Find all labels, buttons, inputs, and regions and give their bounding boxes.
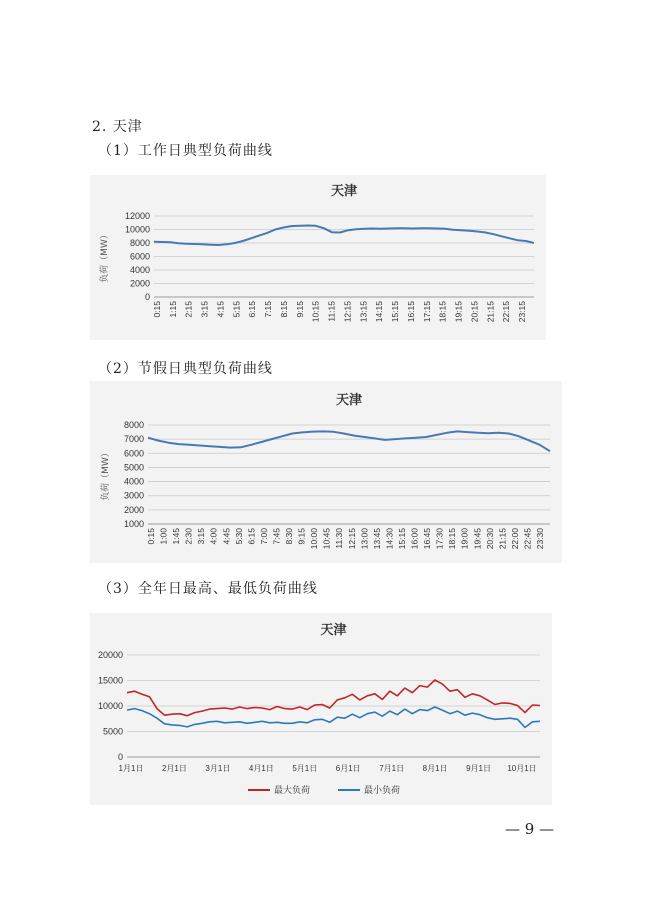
y-tick-label: 10000: [97, 701, 123, 711]
y-tick-label: 4000: [129, 265, 150, 275]
x-tick-label: 22:45: [522, 528, 533, 550]
x-tick-label: 23:30: [535, 528, 545, 550]
y-tick-label: 0: [144, 292, 150, 302]
x-tick-label: 9:15: [296, 528, 307, 545]
x-tick-label: 9月1日: [466, 764, 492, 773]
x-tick-label: 6月1日: [335, 764, 361, 773]
chart-panel-workday: [90, 175, 546, 340]
legend-label: 最小负荷: [364, 786, 401, 796]
x-tick-label: 12:15: [346, 528, 357, 550]
series-line-1: [148, 431, 550, 451]
x-tick-label: 16:00: [409, 528, 420, 550]
x-tick-label: 13:15: [358, 301, 369, 323]
x-tick-label: 20:15: [469, 301, 480, 323]
chart-title: 天津: [335, 392, 363, 407]
x-tick-label: 10:45: [321, 528, 332, 550]
x-tick-label: 18:15: [447, 528, 458, 550]
x-tick-label: 2:15: [183, 301, 194, 318]
x-tick-label: 5:30: [233, 528, 244, 545]
x-tick-label: 14:15: [374, 301, 385, 323]
x-tick-label: 15:15: [390, 301, 401, 323]
y-tick-label: 8000: [123, 420, 144, 430]
x-tick-label: 3:15: [196, 528, 207, 545]
x-tick-label: 4月1日: [248, 764, 274, 773]
x-tick-label: 5:15: [231, 301, 242, 318]
x-tick-label: 0:15: [146, 528, 156, 545]
x-tick-label: 3:15: [199, 301, 210, 318]
x-tick-label: 4:45: [221, 528, 232, 545]
x-tick-label: 13:45: [371, 528, 382, 550]
y-tick-label: 12000: [124, 211, 150, 221]
series-line-2: [127, 707, 540, 727]
subheading-workday: （1）工作日典型负荷曲线: [98, 143, 273, 159]
x-tick-label: 12:15: [342, 301, 353, 323]
x-tick-label: 17:15: [421, 301, 432, 323]
x-tick-label: 7:15: [263, 301, 274, 318]
x-tick-label: 2月1日: [161, 764, 187, 773]
x-tick-label: 19:00: [459, 528, 470, 550]
y-tick-label: 15000: [97, 675, 123, 686]
x-tick-label: 20:30: [484, 528, 495, 550]
y-tick-label: 3000: [123, 490, 144, 501]
x-tick-label: 23:15: [517, 301, 527, 323]
y-tick-label: 6000: [123, 448, 144, 459]
x-tick-label: 1:00: [158, 528, 169, 545]
y-tick-label: 5000: [123, 462, 144, 473]
x-tick-label: 7月1日: [379, 764, 405, 773]
chart-panel-holiday: [90, 381, 562, 563]
subheading-annual: （3）全年日最高、最低负荷曲线: [98, 581, 318, 597]
y-tick-label: 6000: [129, 251, 150, 262]
section-heading: 2. 天津: [92, 119, 143, 135]
y-tick-label: 7000: [123, 434, 144, 445]
x-tick-label: 18:15: [437, 301, 448, 323]
x-tick-label: 1:15: [167, 301, 178, 318]
x-tick-label: 10:00: [309, 528, 320, 550]
x-tick-label: 21:15: [485, 301, 496, 323]
y-tick-label: 1000: [123, 519, 144, 529]
x-tick-label: 1月1日: [118, 764, 144, 773]
x-tick-label: 22:15: [501, 301, 512, 323]
y-tick-label: 0: [117, 752, 123, 762]
page-number: — 9 —: [505, 820, 555, 838]
y-tick-label: 20000: [97, 650, 123, 660]
x-tick-label: 8:15: [278, 301, 289, 318]
x-tick-label: 10:15: [310, 301, 321, 323]
x-tick-label: 19:45: [472, 528, 483, 550]
holiday-load-chart: [90, 381, 562, 563]
x-tick-label: 4:00: [208, 528, 219, 545]
y-tick-label: 2000: [129, 278, 150, 289]
legend-label: 最大负荷: [274, 786, 311, 796]
workday-load-chart: [90, 175, 546, 340]
x-tick-label: 9:15: [294, 301, 305, 318]
series-line-1: [127, 680, 540, 716]
y-tick-label: 4000: [123, 476, 144, 487]
x-tick-label: 8月1日: [422, 764, 448, 773]
x-tick-label: 6:15: [247, 301, 258, 318]
x-tick-label: 11:30: [334, 528, 345, 549]
x-tick-label: 10月1日: [507, 764, 537, 773]
x-tick-label: 17:30: [434, 528, 445, 550]
y-tick-label: 8000: [129, 238, 150, 248]
x-tick-label: 5月1日: [292, 764, 318, 773]
x-tick-label: 14:30: [384, 528, 395, 550]
chart-title: 天津: [330, 183, 358, 198]
subheading-holiday: （2）节假日典型负荷曲线: [98, 361, 273, 377]
y-tick-label: 5000: [102, 726, 123, 737]
annual-load-chart: [90, 613, 552, 805]
x-tick-label: 15:15: [396, 528, 407, 550]
x-tick-label: 7:45: [271, 528, 282, 545]
x-tick-label: 16:45: [422, 528, 433, 550]
x-tick-label: 21:15: [497, 528, 508, 550]
x-tick-label: 0:15: [152, 301, 162, 318]
x-tick-label: 6:15: [246, 528, 257, 545]
chart-panel-annual: [90, 613, 552, 805]
chart-title: 天津: [320, 622, 347, 637]
x-tick-label: 1:45: [171, 528, 182, 545]
y-tick-label: 2000: [123, 504, 144, 515]
x-tick-label: 7:00: [258, 528, 269, 545]
y-tick-label: 10000: [124, 224, 150, 235]
x-tick-label: 2:30: [183, 528, 194, 545]
x-tick-label: 3月1日: [205, 764, 231, 773]
y-axis-label: 负荷（MW）: [100, 230, 110, 283]
x-tick-label: 13:00: [359, 528, 370, 550]
x-tick-label: 19:15: [453, 301, 464, 323]
x-tick-label: 4:15: [215, 301, 226, 318]
series-line-1: [154, 226, 534, 246]
x-tick-label: 16:15: [405, 301, 416, 323]
x-tick-label: 8:30: [284, 528, 295, 545]
x-tick-label: 22:00: [509, 528, 520, 550]
y-axis-label: 负荷（MW）: [101, 448, 111, 501]
x-tick-label: 11:15: [326, 301, 337, 322]
